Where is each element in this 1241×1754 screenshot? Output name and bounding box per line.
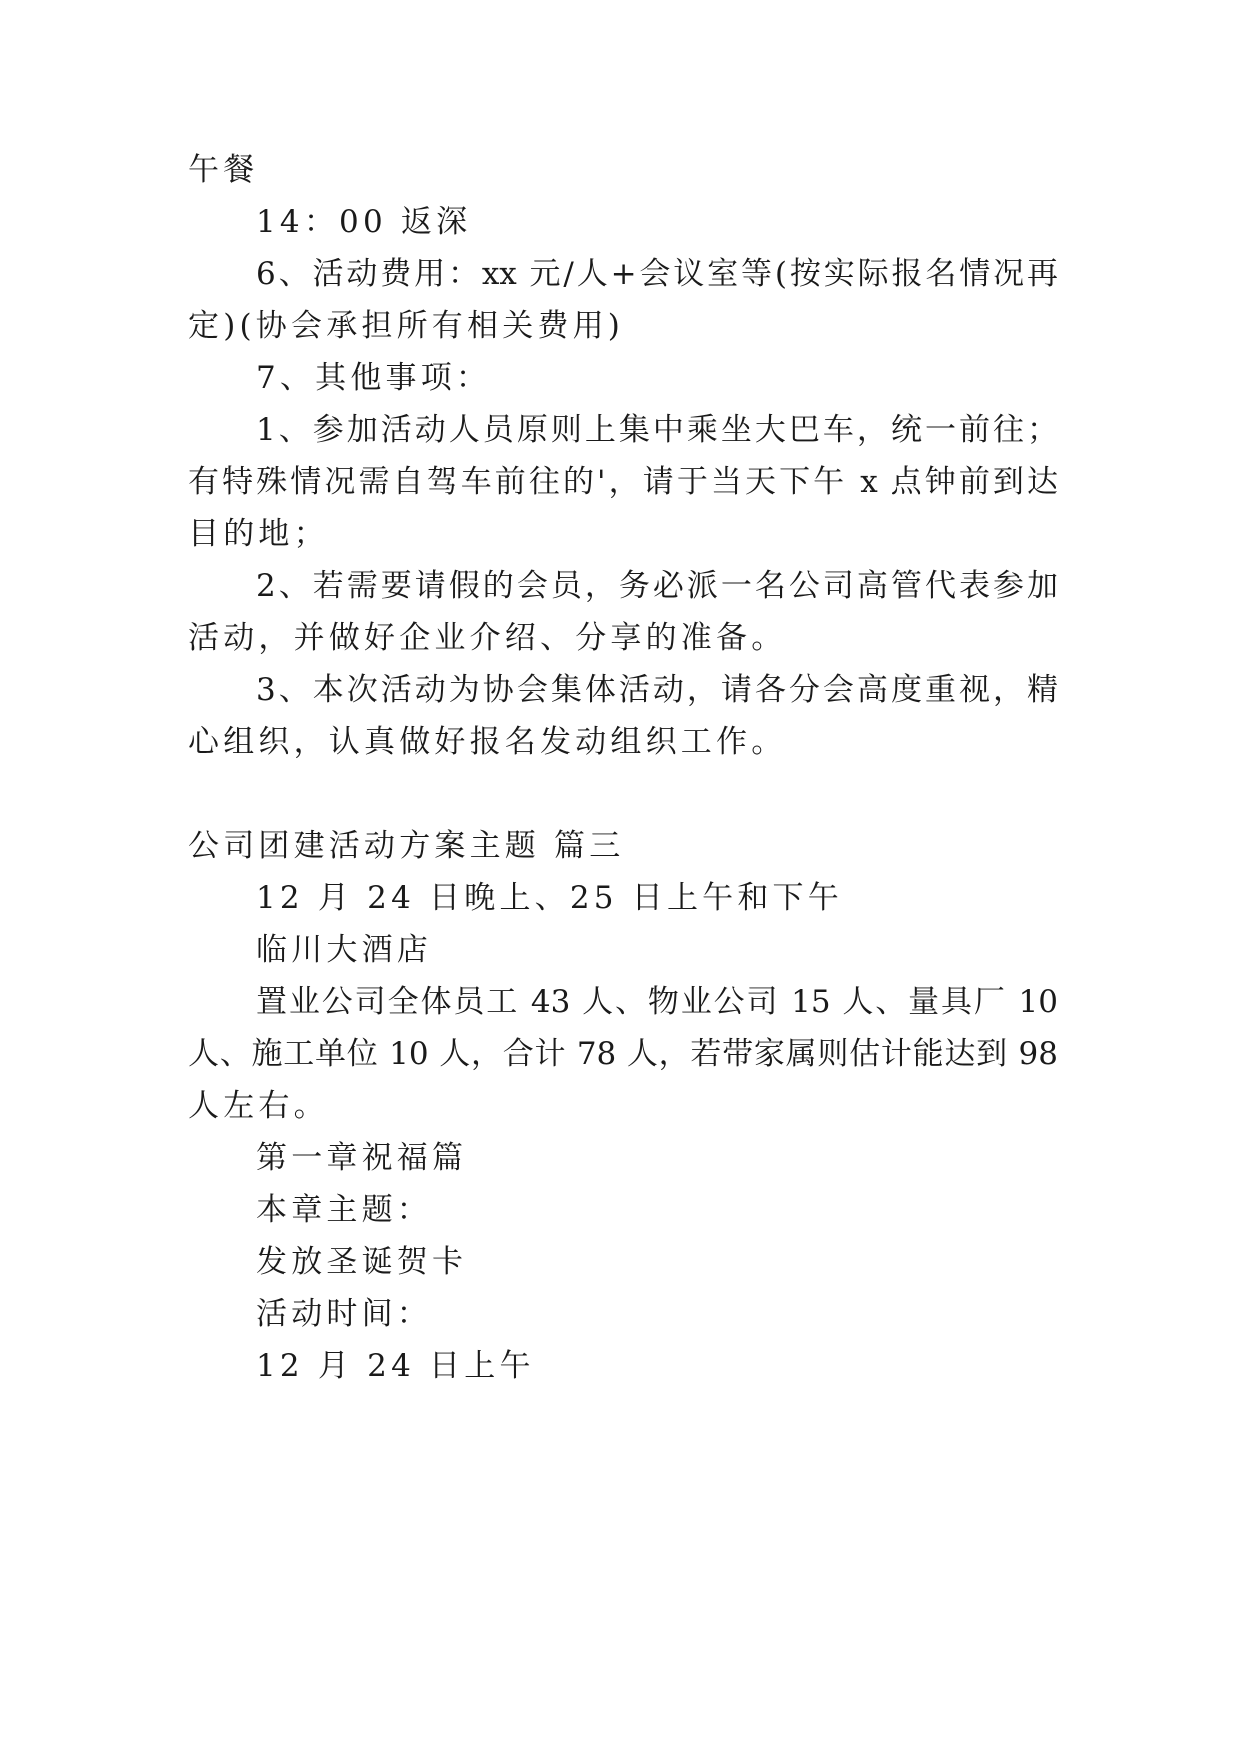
text-line-item-2a: 2、若需要请假的会员，务必派一名公司高管代表参加 (256, 568, 1058, 604)
text-line-activity-time: 12 月 24 日上午 (256, 1348, 535, 1384)
text-line-item-3a: 3、本次活动为协会集体活动，请各分会高度重视，精 (256, 672, 1058, 708)
text-line-lunch: 午餐 (188, 152, 259, 188)
text-line-item-1b: 有特殊情况需自驾车前往的'，请于当天下午 x 点钟前到达 (188, 464, 1058, 500)
text-line-participants-c: 人左右。 (188, 1088, 329, 1124)
text-line-chapter-theme-label: 本章主题： (256, 1192, 432, 1228)
chapter-heading-blessing: 第一章祝福篇 (256, 1140, 468, 1176)
text-line-participants-a: 置业公司全体员工 43 人、物业公司 15 人、量具厂 10 (256, 984, 1058, 1020)
text-line-return-time: 14：00 返深 (256, 204, 472, 240)
text-line-participants-b: 人、施工单位 10 人，合计 78 人，若带家属则估计能达到 98 (188, 1036, 1058, 1072)
section-heading-part-three: 公司团建活动方案主题 篇三 (188, 828, 625, 864)
text-line-venue: 临川大酒店 (256, 932, 432, 968)
text-line-item-1c: 目的地； (188, 516, 329, 552)
text-line-item-3b: 心组织，认真做好报名发动组织工作。 (188, 724, 787, 760)
text-line-activity-time-label: 活动时间： (256, 1296, 432, 1332)
text-line-fee-note: 定)(协会承担所有相关费用) (188, 308, 625, 344)
text-line-item-2b: 活动，并做好企业介绍、分享的准备。 (188, 620, 787, 656)
text-line-dates: 12 月 24 日晚上、25 日上午和下午 (256, 880, 843, 916)
text-line-activity-fee: 6、活动费用：xx 元/人+会议室等(按实际报名情况再 (256, 256, 1058, 292)
text-line-item-1a: 1、参加活动人员原则上集中乘坐大巴车，统一前往； (256, 412, 1058, 448)
text-line-chapter-theme: 发放圣诞贺卡 (256, 1244, 468, 1280)
text-line-other-matters-heading: 7、其他事项： (256, 360, 492, 396)
